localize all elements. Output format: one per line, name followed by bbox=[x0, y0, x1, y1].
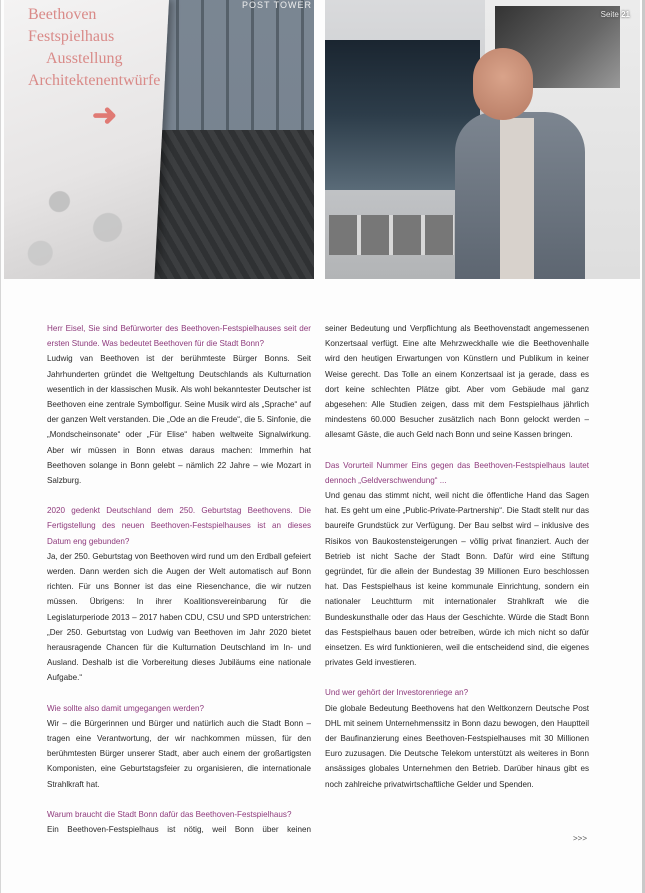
page-number bbox=[601, 10, 630, 19]
answer-6: Die globale Bedeutung Beethovens hat den Weltkonzern Deutsche Post DHL mit seinem Unternehmenssitz in Bonn dazu bewogen, den Hauptteil der Baufinanzierung eines Beethoven-Festspielhauses mit 30 Millionen Euro zuzusagen. Die Deutsche Telekom unterstützt als weiteres in Bonn ansässiges globales Unternehmen den Betrieb. Darüber hinaus gibt es noch zahlreiche privatwirtschaftliche Gelder und Spenden. bbox=[325, 703, 589, 789]
answer-4-start: Ein Beethoven-Festspielhaus ist nötig, weil Bonn über keinen bbox=[47, 825, 311, 835]
question-5: Das Vorurteil Nummer Eins gegen das Beethoven-Festspielhaus lautet dennoch „Geldverschwendung“ ... bbox=[325, 460, 589, 485]
question-4: Warum braucht die Stadt Bonn dafür das Beethoven-Festspielhaus? bbox=[47, 809, 292, 819]
page-number-value: 21 bbox=[621, 10, 630, 19]
continue-marker: >>> bbox=[572, 834, 587, 843]
answer-2: Ja, der 250. Geburtstag von Beethoven wird rund um den Erdball gefeiert werden. Dann werden sich die Augen der Welt automatisch auf Bonn richten. Für uns Bonner ist das eine Riesenchance, die wir nutzen müssen. Übrigens: In ihrer Koalitionsvereinbarung für die Legislaturperiode 2013 – 2017 haben CDU, CSU und SPD unterstrichen: „Der 250. Geburtstag von Ludwig van Beethoven im Jahr 2020 bietet herausragende Chancen für die Kulturnation Deutschland im In- und Ausland. Deshalb ist die Vorbereitung dieses Jubiläums eine nationale Aufgabe.“ bbox=[47, 551, 311, 683]
article-column-right bbox=[325, 321, 589, 792]
answer-1: Ludwig van Beethoven ist der berühmteste Bürger Bonns. Seit Jahrhunderten gründet die Weltgeltung Deutschlands als Kulturnation wesentlich in der klassischen Musik. Als wohl bekanntester Deutscher ist Beethoven eine zentrale Symbolfigur. Seine Musik wird als „Sprache“ auf der ganzen Welt verstanden. Die „Ode an die Freude“, die 5. Sinfonie, die „Mondscheinsonate“ oder „Für Elise“ haben weltweite Signalwirkung. Aber wir müssen in Bonn etwas daraus machen: Immerhin hat Beethoven solange in Bonn gelebt – nämlich 22 Jahre – wie Mozart in Salzburg. bbox=[47, 354, 311, 486]
article-column-left bbox=[47, 321, 311, 837]
man-shirt bbox=[500, 118, 534, 279]
building-facade bbox=[154, 0, 314, 130]
sign-line-3: Architektenentwürfe bbox=[28, 72, 161, 89]
sign-line-1: Beethoven Festspielhaus bbox=[28, 6, 115, 45]
pavement bbox=[154, 130, 314, 279]
question-1-text: Sie sind Befürworter des Beethoven-Festspielhauses seit der ersten Stunde. Was bedeutet Beethoven für die Stadt Bonn? bbox=[47, 324, 311, 349]
question-1-lead: Herr Eisel, bbox=[47, 324, 89, 333]
board-image-strip bbox=[329, 215, 454, 255]
question-3: Wie sollte also damit umgegangen werden? bbox=[47, 703, 205, 713]
exhibition-sign-text bbox=[28, 4, 178, 92]
arrow-right-icon: ➜ bbox=[92, 99, 118, 132]
man-head bbox=[473, 48, 533, 120]
question-6: Und wer gehört der Investorenriege an? bbox=[325, 688, 469, 698]
page-label: Seite bbox=[600, 10, 619, 19]
answer-5: Und genau das stimmt nicht, weil nicht die öffentliche Hand das Sagen hat. Es geht um eine „Public-Private-Partnership“. Die Stadt stellt nur das baureife Grundstück zur Verfügung. Der Bau selbst wird – inklusive des Risikos von Baukostensteigerungen – völlig privat finanziert. Auch der Betrieb ist nicht Sache der Stadt Bonn. Dafür wird eine Stiftung gegründet, für die allein der Bundestag 39 Millionen Euro beschlossen hat. Das Festspielhaus ist keine kommunale Einrichtung, sondern ein nationaler Leuchtturm mit internationaler Strahlkraft wie die Bundeskunsthalle oder das Haus der Geschichte. Würde die Stadt Bonn das Festspielhaus bauen oder betreiben, würde ich mich nicht so dafür einsetzen. Es wird funktionieren, weil die entscheidend sind, die eigenes privates Geld investieren. bbox=[325, 491, 589, 668]
question-1 bbox=[47, 321, 311, 351]
building-sign: POST TOWER bbox=[242, 0, 313, 10]
answer-4-continued: seiner Bedeutung und Verpflichtung als Beethovenstadt angemessenen Konzertsaal verfügt. Eine alte Mehrzweckhalle wie die Beethovenhalle wird den heutigen Erwartungen von Künstlern und Publikum in keiner Weise gerecht. Das Tolle an einem Konzertsaal ist ja gerade, dass es dort keine schlechten Plätze gibt. Aber vom Gebäude mal ganz abgesehen: Alle Studien zeigen, dass mit dem Festspielhaus jährlich mindestens 60.000 Besucher zusätzlich nach Bonn gelockt werden – allesamt Gäste, die auch Geld nach Bonn und seine Kassen bringen. bbox=[325, 324, 589, 440]
photo-festspielhaus-sign bbox=[4, 0, 314, 279]
sign-decoration bbox=[4, 150, 161, 279]
photo-exhibition-board bbox=[325, 0, 640, 279]
answer-3: Wir – die Bürgerinnen und Bürger und natürlich auch die Stadt Bonn – tragen eine Verantwortung, der wir nachkommen müssen, für den berühmtesten Bürger unserer Stadt, aber auch einem der großartigsten Komponisten, eine Geburtstagsfeier zu organisieren, die internationale Strahlkraft hat. bbox=[47, 718, 311, 789]
sign-line-2: Ausstellung bbox=[46, 50, 123, 67]
question-2: 2020 gedenkt Deutschland dem 250. Geburtstag Beethovens. Die Fertigstellung des neuen Beethoven-Festspielhauses ist an dieses Datum eng gebunden? bbox=[47, 506, 311, 546]
